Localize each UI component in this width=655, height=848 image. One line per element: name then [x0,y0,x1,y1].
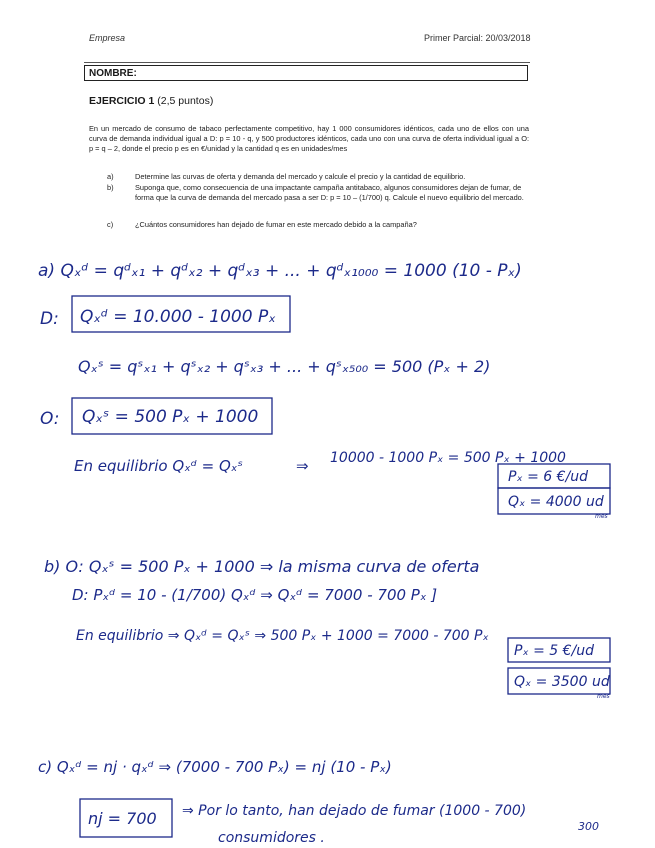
hw-b-result-qty-unit: mes [597,693,610,700]
hw-a-eq-calc: 10000 - 1000 Pₓ = 500 Pₓ + 1000 [330,450,566,466]
question-label: b) [107,183,114,192]
header-exam-date: Primer Parcial: 20/03/2018 [424,33,531,43]
hw-a-supply-line: Qₓˢ = qˢₓ₁ + qˢₓ₂ + qˢₓ₃ + ... + qˢₓ₅₀₀ = 500 (Pₓ + 2) [78,357,491,376]
hw-a-demand: Qₓᵈ = 10.000 - 1000 Pₓ [80,307,276,327]
hw-a-supply-label: O: [40,409,60,429]
hw-a-supply: Qₓˢ = 500 Pₓ + 1000 [82,407,259,427]
name-field: NOMBRE: [84,65,528,81]
hw-a-eq-arrow: ⇒ [296,457,309,475]
hw-a-line1: a) Qₓᵈ = qᵈₓ₁ + qᵈₓ₂ + qᵈₓ₃ + ... + qᵈₓ₁₀₀₀ = 1000 (10 - Pₓ) [38,261,522,281]
hw-a-eq-label: En equilibrio Qₓᵈ = Qₓˢ [74,457,244,475]
question-text: Determine las curvas de oferta y demanda del mercado y calcule el precio y la cantidad de equilibrio. [135,172,466,181]
question-text: Suponga que, como consecuencia de una impactante campaña antitabaco, algunos consumidores dejan de fumar, de forma que la curva de demanda del mercado pasa a ser D: p = 10 – (1/700) q. Calcule el nuevo equilibrio del mercado. [135,183,524,202]
exercise-points: (2,5 puntos) [157,95,214,107]
header-company: Empresa [89,33,126,43]
hw-a-result-price: Pₓ = 6 €/ud [508,469,589,485]
hw-c-conclusion: ⇒ Por lo tanto, han dejado de fumar (1000 - 700) [182,803,527,819]
hw-a-result-qty-unit: mes [595,513,608,520]
hw-b-line2: D: Pₓᵈ = 10 - (1/700) Qₓᵈ ⇒ Qₓᵈ = 7000 - 700 Pₓ ] [72,586,438,604]
exercise-title-label: EJERCICIO 1 [89,95,155,107]
hw-b-result-qty: Qₓ = 3500 ud [514,674,610,690]
hw-b-line1: b) O: Qₓˢ = 500 Pₓ + 1000 ⇒ la misma curva de oferta [44,557,480,576]
hw-a-result-qty: Qₓ = 4000 ud [508,494,604,510]
question-label: a) [107,172,114,181]
hw-c-300: 300 [578,820,599,833]
hw-b-eq: En equilibrio ⇒ Qₓᵈ = Qₓˢ ⇒ 500 Pₓ + 1000 = 7000 - 700 Pₓ [76,628,489,644]
hw-c-nj: nj = 700 [88,809,157,828]
hw-a-demand-label: D: [40,309,59,329]
hw-c-consumers: consumidores . [218,830,325,846]
question-label: c) [107,220,114,229]
exercise-statement: En un mercado de consumo de tabaco perfectamente competitivo, hay 1 000 consumidores idénticos, cada uno de ellos con una curva de demanda individual igual a D: p = 10 - q, y 500 productores idénticos, cada uno con una curva de oferta individual igual a O: p = q – 2, donde el precio p es en €/unidad y la cantidad q es en unidades/mes [89,124,529,153]
hw-b-result-price: Pₓ = 5 €/ud [514,643,595,659]
hw-c-line1: c) Qₓᵈ = nj · qₓᵈ ⇒ (7000 - 700 Pₓ) = nj (10 - Pₓ) [38,758,392,776]
question-text: ¿Cuántos consumidores han dejado de fumar en este mercado debido a la campaña? [135,220,417,229]
